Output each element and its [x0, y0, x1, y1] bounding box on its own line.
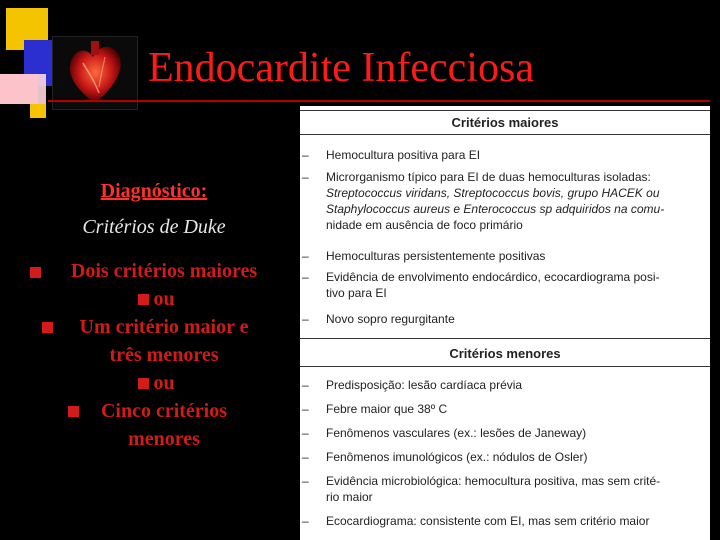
table-rule: [300, 110, 710, 111]
criteria-line-5: menores: [128, 428, 200, 450]
title-divider: [48, 100, 710, 102]
criteria-line-2: Um critério maior e: [79, 316, 249, 338]
duke-criteria-subheading: Critérios de Duke: [82, 216, 226, 238]
major-item-4: Evidência de envolvimento endocárdico, ecocardiograma posi- tivo para EI: [326, 270, 660, 300]
minor-item-1: Predisposição: lesão cardíaca prévia: [326, 378, 523, 392]
criteria-line-3: três menores: [109, 344, 219, 366]
minor-item-6: Ecocardiograma: consistente com EI, mas sem critério maior: [326, 514, 650, 528]
list-dash: –: [302, 474, 309, 488]
heart-logo-icon: [52, 36, 138, 110]
table-rule: [300, 366, 710, 367]
minor-item-5: Evidência microbiológica: hemocultura positiva, mas sem crité- rio maior: [326, 474, 661, 504]
decor-pink-square: [0, 74, 46, 104]
table-rule: [300, 134, 710, 135]
minor-item-4: Fenômenos imunológicos (ex.: nódulos de Osler): [326, 450, 588, 464]
criteria-or-1: ou: [153, 288, 175, 310]
minor-criteria-title: Critérios menores: [449, 346, 561, 361]
decor-yellow-bar: [30, 104, 46, 118]
major-item-1: Hemocultura positiva para EI: [326, 148, 481, 162]
list-dash: –: [302, 426, 309, 440]
list-dash: –: [302, 312, 309, 326]
list-dash: –: [302, 378, 309, 392]
criteria-or-2: ou: [153, 372, 175, 394]
list-dash: –: [302, 514, 309, 528]
table-rule: [300, 338, 710, 339]
minor-item-2: Febre maior que 38º C: [326, 402, 448, 416]
criteria-line-4: Cinco critérios: [100, 400, 228, 422]
list-dash: –: [302, 270, 309, 284]
list-dash: –: [302, 249, 309, 263]
list-dash: –: [302, 148, 309, 162]
list-dash: –: [302, 450, 309, 464]
page-title: Endocardite Infecciosa: [148, 45, 534, 91]
major-criteria-title: Critérios maiores: [451, 115, 559, 130]
major-item-2: Microrganismo típico para EI de duas hemoculturas isoladas: Streptococcus viridans, Streptococcus bovis, grupo HACEK ou Staphylococcus aureus e Enterococcus sp adquiridos na comu- nidade em ausência de foco primário: [326, 170, 665, 232]
list-dash: –: [302, 170, 309, 184]
minor-item-3: Fenômenos vasculares (ex.: lesões de Janeway): [326, 426, 587, 440]
major-item-3: Hemoculturas persistentemente positivas: [326, 249, 546, 263]
list-dash: –: [302, 402, 309, 416]
criteria-table: [300, 106, 710, 540]
diagnosis-heading: Diagnóstico:: [100, 180, 208, 202]
criteria-line-1: Dois critérios maiores: [70, 260, 258, 282]
major-item-5: Novo sopro regurgitante: [326, 312, 455, 326]
